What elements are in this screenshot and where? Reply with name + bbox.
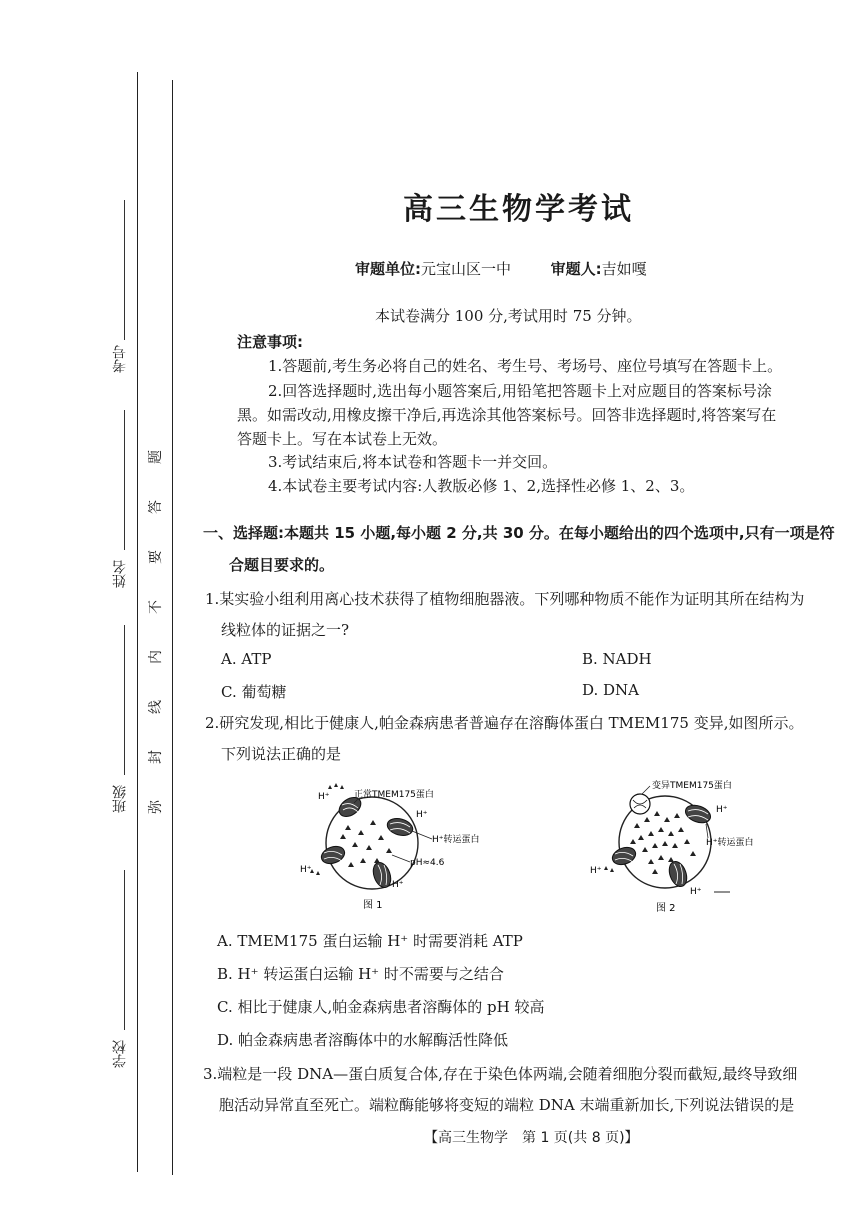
h-transporter-protein	[610, 844, 638, 867]
seal-char-6: 线	[148, 700, 164, 714]
exam-number-line	[124, 200, 125, 340]
notice-line: 1.答题前,考生务必将自己的姓名、考生号、考场号、座位号填写在答题卡上。	[268, 357, 783, 375]
seal-char-3: 要	[148, 550, 164, 564]
seal-char-4: 不	[148, 600, 164, 614]
seal-char-2: 答	[148, 500, 164, 514]
school-line	[124, 870, 125, 1030]
question-2-stem: 下列说法正确的是	[221, 745, 342, 763]
class-label: 班级	[112, 785, 128, 813]
notice-line: 黑。如需改动,用橡皮擦干净后,再选涂其他答案标号。回答非选择题时,将答案写在	[237, 406, 777, 424]
question-3-stem: 3.端粒是一段 DNA—蛋白质复合体,存在于染色体两端,会随着细胞分裂而截短,最终导致细	[203, 1065, 798, 1083]
fig2-h-label: H⁺	[590, 866, 602, 876]
fig2-transporter-label: H⁺转运蛋白	[706, 838, 754, 848]
seal-char-7: 封	[148, 750, 164, 764]
fig1-h-label: H⁺	[392, 880, 404, 890]
h-transporter-protein	[683, 802, 713, 826]
fig1-normal-label: 正常TMEM175蛋白	[354, 790, 434, 800]
page-title: 高三生物学考试	[403, 192, 634, 227]
question-1-stem: 线粒体的证据之一?	[221, 621, 350, 639]
seal-char-8: 弥	[148, 800, 164, 814]
question-3-stem: 胞活动异常直至死亡。端粒酶能够将变短的端粒 DNA 末端重新加长,下列说法错误的是	[219, 1096, 795, 1114]
notice-line: 4.本试卷主要考试内容:人教版必修 1、2,选择性必修 1、2、3。	[268, 477, 695, 495]
fig2-h-label: H⁺	[716, 805, 728, 815]
fig1-transporter-label: H⁺转运蛋白	[432, 835, 480, 845]
figure-2	[590, 770, 790, 915]
q2-option-b: B. H⁺ 转运蛋白运输 H⁺ 时不需要与之结合	[217, 965, 504, 983]
question-2-stem: 2.研究发现,相比于健康人,帕金森病患者普遍存在溶酶体蛋白 TMEM175 变异,如图所示。	[205, 714, 804, 732]
fig2-h-label: H⁺	[690, 887, 702, 897]
figure-2-caption: 图 2	[656, 903, 676, 914]
binding-line-outer	[137, 72, 138, 1172]
notice-title: 注意事项:	[237, 333, 303, 351]
reviewer-line	[355, 258, 647, 279]
q2-option-c: C. 相比于健康人,帕金森病患者溶酶体的 pH 较高	[217, 998, 545, 1016]
figure-1-caption: 图 1	[363, 900, 383, 911]
name-line	[124, 410, 125, 550]
fig1-h-label: H⁺	[300, 865, 312, 875]
section-heading-a: 一、选择题:本题共 15 小题,每小题 2 分,共 30 分。	[203, 524, 559, 542]
fig1-ph-label: pH≈4.6	[410, 858, 445, 868]
reviewer-name: 吉如嘎	[601, 260, 647, 278]
h-transporter-protein	[666, 859, 690, 889]
reviewer-unit-label: 审题单位:	[355, 260, 421, 278]
exam-number-label: 考号	[112, 345, 128, 373]
reviewer-label: 审题人:	[550, 260, 602, 278]
h-transporter-protein	[319, 843, 347, 866]
section-heading-b: 在每小题给出的四个选项中,只有一项是符	[558, 524, 835, 542]
figure-1	[300, 775, 500, 915]
q2-option-d: D. 帕金森病患者溶酶体中的水解酶活性降低	[217, 1031, 509, 1049]
question-1-stem: 1.某实验小组利用离心技术获得了植物细胞器液。下列哪种物质不能作为证明其所在结构为	[205, 590, 805, 608]
q1-option-a: A. ATP	[221, 650, 272, 668]
q2-option-a: A. TMEM175 蛋白运输 H⁺ 时需要消耗 ATP	[217, 932, 523, 950]
h-transporter-protein	[385, 816, 414, 838]
fig1-h-label: H⁺	[416, 810, 428, 820]
reviewer-unit: 元宝山区一中	[421, 260, 512, 278]
mutant-tmem175-protein	[630, 794, 650, 814]
page-footer: 【高三生物学 第 1 页(共 8 页)】	[424, 1130, 639, 1146]
section-heading-cont: 合题目要求的。	[229, 556, 335, 574]
q1-option-c: C. 葡萄糖	[221, 683, 287, 701]
q1-option-d: D. DNA	[582, 681, 640, 699]
seal-char-5: 内	[148, 650, 164, 664]
notice-line: 3.考试结束后,将本试卷和答题卡一并交回。	[268, 453, 558, 471]
q1-option-b: B. NADH	[582, 650, 652, 668]
class-line	[124, 625, 125, 775]
school-label: 学校	[112, 1040, 128, 1068]
notice-line: 2.回答选择题时,选出每小题答案后,用铅笔把答题卡上对应题目的答案标号涂	[268, 382, 772, 400]
name-label: 姓名	[112, 560, 128, 588]
binding-line-inner	[172, 80, 173, 1175]
section-heading	[203, 522, 835, 543]
notice-line: 答题卡上。写在本试卷上无效。	[237, 430, 448, 448]
fig2-mutant-label: 变异TMEM175蛋白	[652, 781, 732, 791]
seal-char-1: 题	[148, 450, 164, 464]
score-info: 本试卷满分 100 分,考试用时 75 分钟。	[375, 307, 642, 325]
fig1-h-label: H⁺	[318, 792, 330, 802]
